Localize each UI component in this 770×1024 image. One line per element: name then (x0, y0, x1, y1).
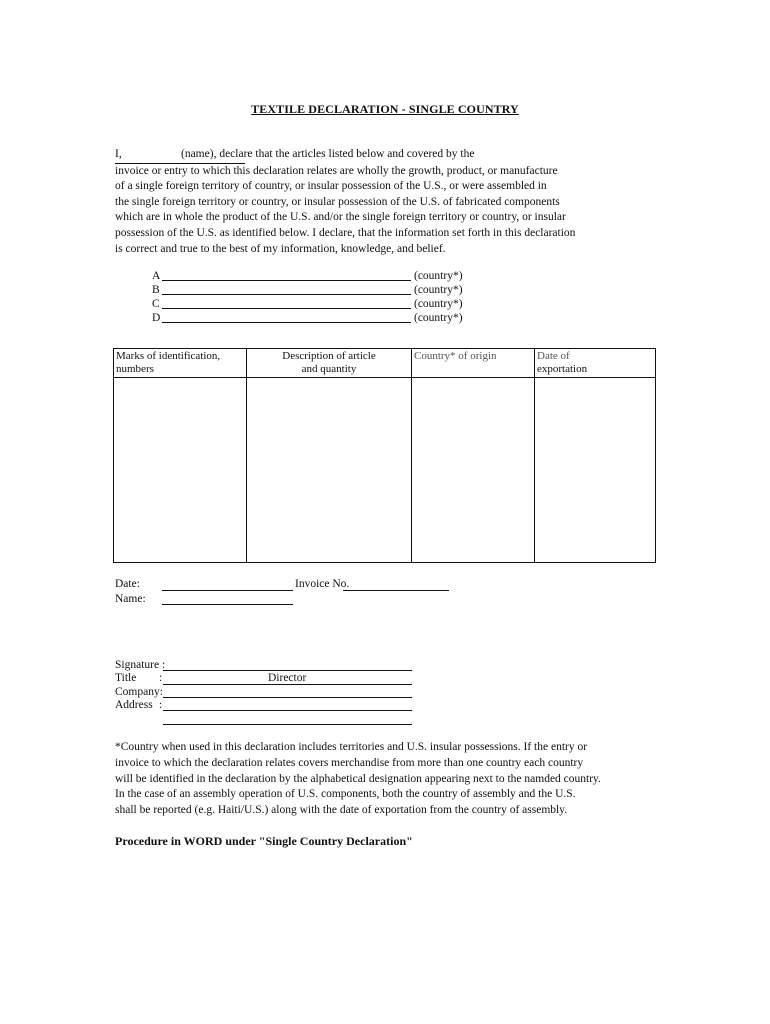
country-row-a (152, 269, 463, 283)
footnote-line: In the case of an assembly operation of U.S. components, both the country of assembly and the U.S. (115, 788, 576, 801)
header-marks-line2: numbers (116, 363, 154, 375)
title-field[interactable] (163, 684, 412, 685)
table-row (114, 378, 656, 563)
title-label: Title (115, 672, 137, 684)
declaration-line: the single foreign territory or country, or insular possession of the U.S. of fabricated components (115, 195, 560, 208)
footnote-line: invoice to which the declaration relates covers merchandise from more than one country each country (115, 756, 584, 769)
company-label: Company: (115, 686, 163, 698)
cell-date[interactable] (535, 378, 656, 563)
cell-country[interactable] (412, 378, 535, 563)
header-marks (114, 349, 247, 378)
address-colon: : (159, 699, 163, 711)
header-marks-line1: Marks of identification, (116, 350, 221, 362)
goods-table (113, 348, 656, 563)
company-field[interactable] (163, 697, 412, 698)
declaration-name-text: (name), declare that the articles listed below and covered by the (181, 148, 475, 160)
declaration-line: invoice or entry to which this declaration relates are wholly the growth, product, or manufacture (115, 164, 558, 177)
title-value: Director (268, 672, 307, 684)
footnote-line: will be identified in the declaration by the alphabetical designation appearing next to the namded country. (115, 772, 601, 785)
address-field-2[interactable] (163, 724, 412, 725)
country-row-c (152, 297, 463, 311)
country-letter: B (152, 284, 160, 296)
header-description (247, 349, 412, 378)
footnote (115, 740, 675, 819)
country-blank[interactable] (162, 297, 411, 309)
country-row-b (152, 283, 463, 297)
declaration-first-line (115, 147, 675, 164)
header-description-line1: Description of article (282, 350, 376, 362)
declaration-line: is correct and true to the best of my information, knowledge, and belief. (115, 242, 446, 255)
country-suffix: (country*) (414, 298, 463, 310)
country-blank[interactable] (162, 311, 411, 323)
header-country-text: Country* of origin (414, 350, 497, 362)
date-field[interactable] (162, 590, 293, 591)
country-suffix: (country*) (414, 284, 463, 296)
country-letter: A (152, 270, 161, 282)
header-country (412, 349, 535, 378)
declaration-line: of a single foreign territory of country, or insular possession of the U.S., or were assembled in (115, 180, 547, 193)
footnote-line: *Country when used in this declaration includes territories and U.S. insular possessions. If the entry or (115, 741, 588, 753)
date-label: Date: (115, 578, 140, 590)
header-date-line1: Date of (537, 350, 570, 362)
cell-marks[interactable] (114, 378, 247, 563)
name-label: Name: (115, 593, 146, 605)
header-date (535, 349, 656, 378)
country-blank[interactable] (162, 283, 411, 295)
country-blank[interactable] (162, 269, 411, 281)
country-row-d (152, 311, 463, 325)
declaration-paragraph (115, 147, 675, 257)
address-label: Address (115, 699, 153, 711)
declaration-line: which are in whole the product of the U.S. and/or the single foreign territory or country, or insular (115, 211, 566, 224)
declaration-line: possession of the U.S. as identified below. I declare, that the information set forth in this declaration (115, 226, 576, 239)
header-date-line2: exportation (537, 363, 588, 375)
country-suffix: (country*) (414, 270, 463, 282)
address-field-1[interactable] (163, 710, 412, 711)
header-description-line2: and quantity (301, 363, 357, 375)
procedure-note: Procedure in WORD under "Single Country Declaration" (115, 834, 413, 848)
country-suffix: (country*) (414, 312, 463, 324)
name-field[interactable] (162, 604, 293, 605)
footnote-line: shall be reported (e.g. Haiti/U.S.) along with the date of exportation from the country of assembly. (115, 804, 568, 817)
invoice-label: Invoice No. (295, 578, 350, 590)
country-letter: D (152, 312, 161, 324)
invoice-field[interactable] (343, 590, 449, 591)
table-header-row (114, 349, 656, 378)
title-colon: : (159, 672, 163, 684)
signature-field[interactable] (163, 670, 412, 671)
document-title: TEXTILE DECLARATION - SINGLE COUNTRY (251, 102, 519, 116)
cell-description[interactable] (247, 378, 412, 563)
declaration-prefix: I, (115, 148, 122, 160)
country-letter: C (152, 298, 160, 310)
signature-label: Signature : (115, 659, 166, 671)
